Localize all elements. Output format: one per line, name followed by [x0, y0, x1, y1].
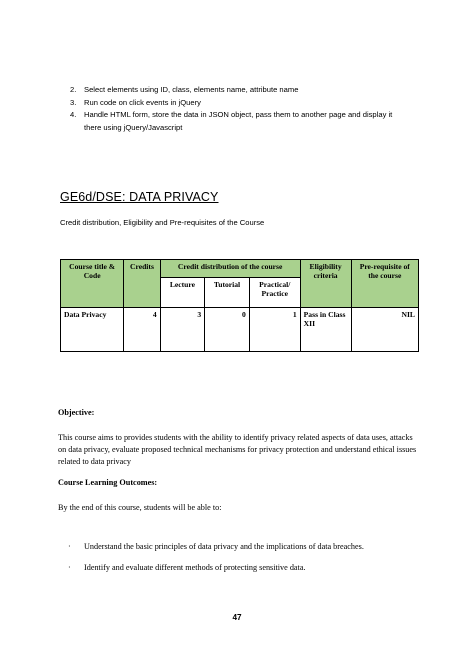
outcomes-intro: By the end of this course, students will be able to: — [58, 503, 222, 512]
section-heading: GE6d/DSE: DATA PRIVACY — [60, 190, 219, 204]
header-distribution: Credit distribution of the course — [160, 260, 300, 278]
credit-distribution-table — [60, 259, 419, 352]
header-credits: Credits — [124, 260, 160, 308]
list-item — [68, 542, 418, 551]
list-number: 3. — [70, 97, 77, 107]
bullet-icon: · — [68, 542, 71, 551]
objective-text: This course aims to provides students with the ability to identify privacy related aspects of data uses, attacks on data privacy, evaluate proposed technical mechanisms for privacy protection and understand ethical issues related to data privacy — [58, 433, 417, 466]
list-text: Select elements using ID, class, elements name, attribute name — [84, 85, 299, 94]
cell-eligibility: Pass in Class XII — [300, 308, 351, 352]
list-item — [70, 109, 410, 134]
page-number: 47 — [232, 613, 242, 622]
list-number: 4. — [70, 110, 77, 120]
cell-prerequisite: NIL — [351, 308, 418, 352]
cell-course: Data Privacy — [61, 308, 124, 352]
outcome-text: Identify and evaluate different methods of protecting sensitive data. — [84, 563, 306, 572]
outcome-text: Understand the basic principles of data privacy and the implications of data breaches. — [84, 542, 364, 551]
header-lecture: Lecture — [160, 278, 205, 308]
outcomes-list — [68, 542, 418, 584]
cell-lecture: 3 — [160, 308, 205, 352]
outcomes-title: Course Learning Outcomes: — [58, 478, 158, 487]
header-eligibility: Eligibility criteria — [300, 260, 351, 308]
list-item — [68, 563, 418, 572]
bullet-icon: · — [68, 563, 71, 572]
objective-title: Objective: — [58, 408, 95, 417]
header-tutorial: Tutorial — [205, 278, 250, 308]
header-prerequisite: Pre-requisite of the course — [351, 260, 418, 308]
header-practical: Practical/ Practice — [249, 278, 300, 308]
cell-practical: 1 — [249, 308, 300, 352]
cell-tutorial: 0 — [205, 308, 250, 352]
table-row — [61, 308, 419, 352]
list-text: Handle HTML form, store the data in JSON object, pass them to another page and display it there using jQuery/Javascript — [84, 110, 393, 132]
list-item — [70, 97, 410, 110]
section-subheading: Credit distribution, Eligibility and Pre-requisites of the Course — [60, 218, 265, 227]
list-item — [70, 84, 410, 97]
list-number: 2. — [70, 85, 77, 94]
cell-credits: 4 — [124, 308, 160, 352]
numbered-list — [70, 84, 410, 134]
header-course: Course title & Code — [61, 260, 124, 308]
list-text: Run code on click events in jQuery — [84, 97, 201, 107]
